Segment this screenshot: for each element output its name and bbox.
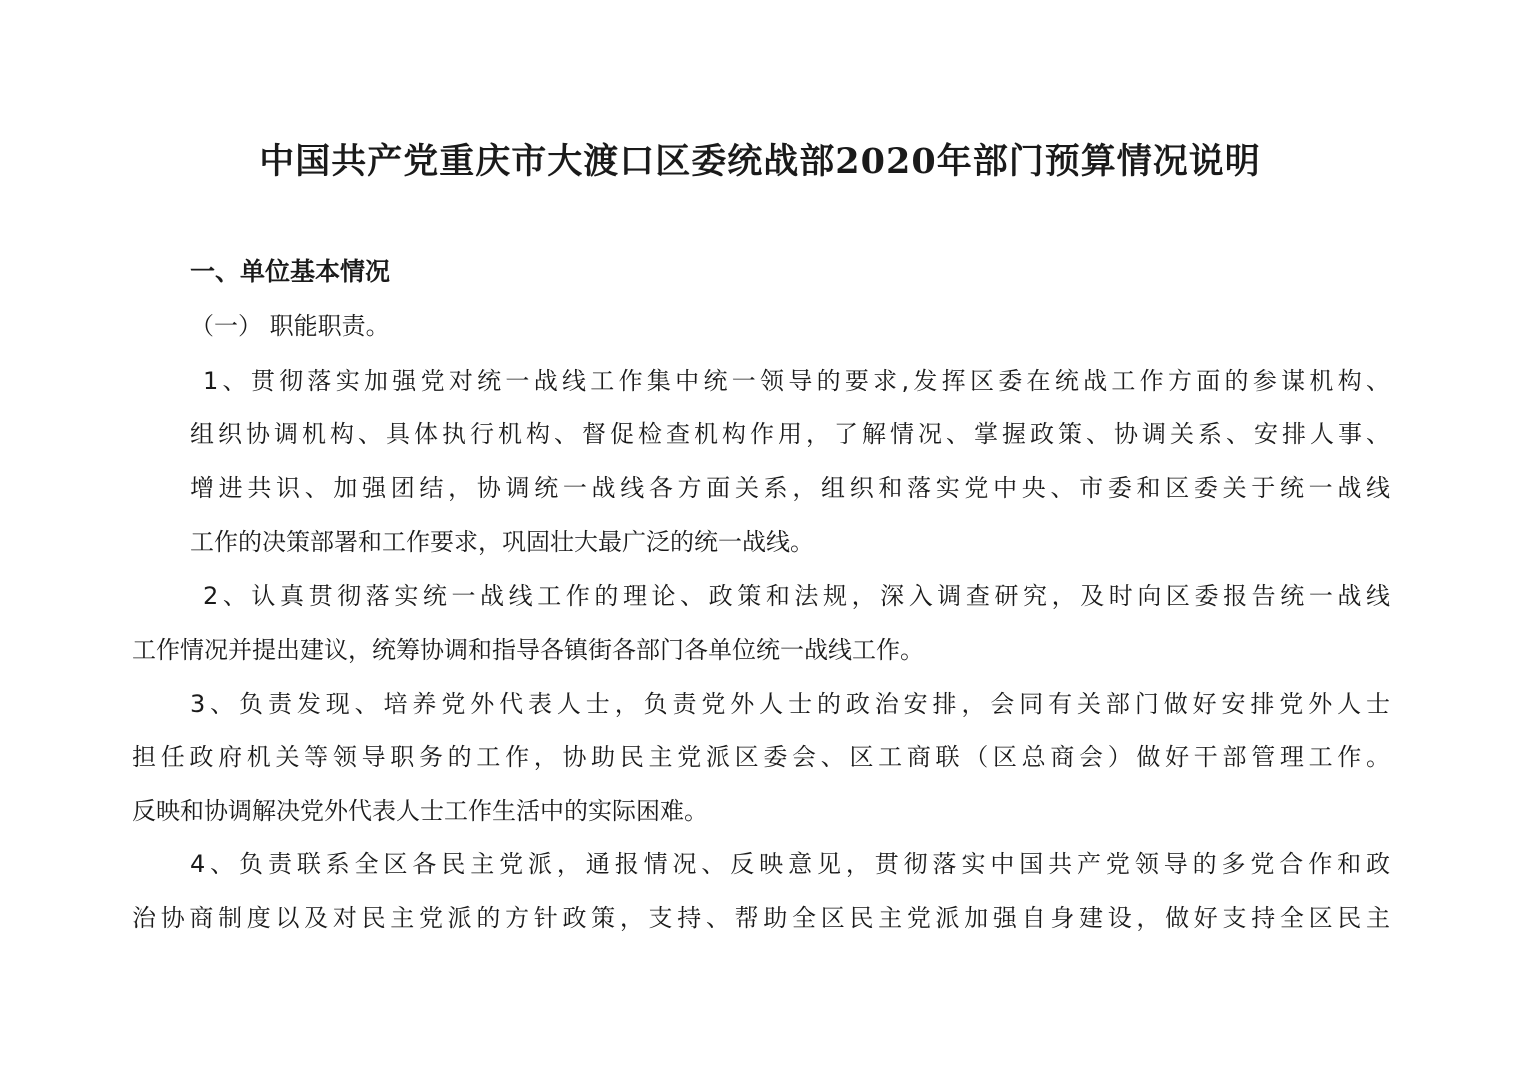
item-1-line-2: 组织协调机构、具体执行机构、督促检查机构作用，了解情况、掌握政策、协调关系、安排人事、 xyxy=(190,420,1390,448)
item-1-line-3: 增进共识、加强团结，协调统一战线各方面关系，组织和落实党中央、市委和区委关于统一战线 xyxy=(190,474,1390,502)
item-4-line-1: 4、负责联系全区各民主党派，通报情况、反映意见，贯彻落实中国共产党领导的多党合作和政 xyxy=(190,850,1390,878)
item-1-line-4: 工作的决策部署和工作要求，巩固壮大最广泛的统一战线。 xyxy=(190,528,814,556)
document-title: 中国共产党重庆市大渡口区委统战部2020年部门预算情况说明 xyxy=(259,141,1261,182)
subsection-heading: （一） 职能职责。 xyxy=(190,312,390,340)
item-3-line-3: 反映和协调解决党外代表人士工作生活中的实际困难。 xyxy=(132,797,708,825)
item-3-line-2: 担任政府机关等领导职务的工作，协助民主党派区委会、区工商联（区总商会）做好干部管理工作。 xyxy=(132,743,1390,771)
section-heading: 一、单位基本情况 xyxy=(190,257,391,286)
item-1-line-1: 1、贯彻落实加强党对统一战线工作集中统一领导的要求,发挥区委在统战工作方面的参谋机构、 xyxy=(203,367,1390,395)
item-4-line-2: 治协商制度以及对民主党派的方针政策，支持、帮助全区民主党派加强自身建设，做好支持全区民主 xyxy=(132,904,1390,932)
item-3-line-1: 3、负责发现、培养党外代表人士，负责党外人士的政治安排，会同有关部门做好安排党外人士 xyxy=(190,690,1390,718)
item-2-line-2: 工作情况并提出建议，统筹协调和指导各镇街各部门各单位统一战线工作。 xyxy=(132,636,924,664)
item-2-line-1: 2、认真贯彻落实统一战线工作的理论、政策和法规，深入调查研究，及时向区委报告统一战线 xyxy=(203,582,1390,610)
